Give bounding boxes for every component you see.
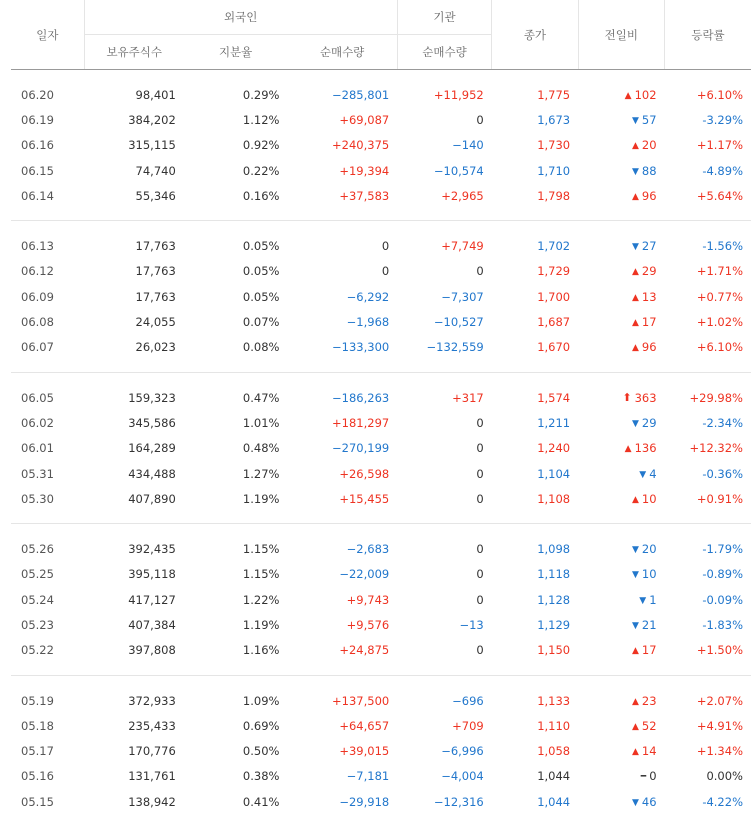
row-date: 05.25: [11, 562, 84, 587]
row-change: [578, 461, 664, 486]
row-change-value: 57: [642, 113, 657, 127]
row-close: 1,240: [492, 436, 578, 461]
up-triangle-icon: ▲: [632, 722, 639, 732]
row-change: [578, 309, 664, 334]
table-row: [11, 158, 751, 183]
row-rate: +1.02%: [665, 309, 751, 334]
row-ratio: 1.27%: [184, 461, 288, 486]
row-date: 06.08: [11, 309, 84, 334]
row-close: 1,044: [492, 764, 578, 789]
row-rate: +6.10%: [665, 82, 751, 107]
row-rate: -4.22%: [665, 789, 751, 814]
row-institution-net: −6,996: [397, 739, 492, 764]
row-holdings: 417,127: [84, 587, 184, 612]
row-institution-net: −10,574: [397, 158, 492, 183]
down-triangle-icon: ▼: [632, 242, 639, 252]
row-change-value: 17: [642, 643, 657, 657]
row-institution-net: +709: [397, 713, 492, 738]
row-change-value: 13: [642, 290, 657, 304]
row-ratio: 0.07%: [184, 309, 288, 334]
down-triangle-icon: ▼: [639, 470, 646, 480]
row-close: 1,133: [492, 688, 578, 713]
header-change: 전일비: [578, 0, 664, 70]
row-foreign-net: −6,292: [287, 284, 397, 309]
row-foreign-net: +19,394: [287, 158, 397, 183]
row-rate: -3.29%: [665, 107, 751, 132]
row-foreign-net: −7,181: [287, 764, 397, 789]
header-close: 종가: [492, 0, 578, 70]
row-close: 1,058: [492, 739, 578, 764]
row-holdings: 170,776: [84, 739, 184, 764]
row-date: 06.19: [11, 107, 84, 132]
row-institution-net: 0: [397, 436, 492, 461]
row-institution-net: 0: [397, 562, 492, 587]
table-row: [11, 309, 751, 334]
row-ratio: 0.41%: [184, 789, 288, 814]
row-date: 06.01: [11, 436, 84, 461]
table-row: [11, 233, 751, 258]
header-holdings: 보유주식수: [84, 35, 184, 70]
row-holdings: 131,761: [84, 764, 184, 789]
row-rate: -0.89%: [665, 562, 751, 587]
row-close: 1,118: [492, 562, 578, 587]
row-foreign-net: +9,576: [287, 612, 397, 637]
row-foreign-net: +181,297: [287, 410, 397, 435]
row-close: 1,729: [492, 259, 578, 284]
row-date: 05.26: [11, 536, 84, 561]
group-divider: [11, 814, 751, 826]
table-row: [11, 739, 751, 764]
row-date: 05.17: [11, 739, 84, 764]
row-close: 1,798: [492, 183, 578, 208]
table-row: [11, 385, 751, 410]
group-divider: [11, 360, 751, 373]
row-close: 1,775: [492, 82, 578, 107]
row-close: 1,150: [492, 638, 578, 663]
row-holdings: 74,740: [84, 158, 184, 183]
row-change: [578, 158, 664, 183]
row-holdings: 159,323: [84, 385, 184, 410]
row-date: 06.13: [11, 233, 84, 258]
row-change: [578, 562, 664, 587]
row-rate: +1.17%: [665, 133, 751, 158]
row-ratio: 1.22%: [184, 587, 288, 612]
row-date: 06.05: [11, 385, 84, 410]
header-rate: 등락률: [665, 0, 751, 70]
row-rate: +2.07%: [665, 688, 751, 713]
row-rate: +0.77%: [665, 284, 751, 309]
row-rate: -4.89%: [665, 158, 751, 183]
row-rate: 0.00%: [665, 764, 751, 789]
row-change-value: 27: [642, 239, 657, 253]
row-change: [578, 486, 664, 511]
up-triangle-icon: ▲: [632, 343, 639, 353]
row-change: [578, 385, 664, 410]
row-change-value: 10: [642, 492, 657, 506]
row-foreign-net: +137,500: [287, 688, 397, 713]
row-institution-net: 0: [397, 536, 492, 561]
up-triangle-icon: ▲: [632, 697, 639, 707]
row-holdings: 392,435: [84, 536, 184, 561]
row-change: [578, 587, 664, 612]
row-change-value: 29: [642, 416, 657, 430]
row-date: 05.16: [11, 764, 84, 789]
row-foreign-net: +69,087: [287, 107, 397, 132]
table-row: [11, 436, 751, 461]
row-holdings: 384,202: [84, 107, 184, 132]
table-row: [11, 713, 751, 738]
row-holdings: 17,763: [84, 233, 184, 258]
row-rate: -1.56%: [665, 233, 751, 258]
row-foreign-net: +39,015: [287, 739, 397, 764]
row-foreign-net: 0: [287, 259, 397, 284]
row-change: [578, 82, 664, 107]
header-ratio: 지분율: [184, 35, 288, 70]
row-rate: -0.09%: [665, 587, 751, 612]
row-ratio: 1.12%: [184, 107, 288, 132]
down-triangle-icon: ▼: [632, 116, 639, 126]
row-holdings: 17,763: [84, 259, 184, 284]
row-institution-net: +2,965: [397, 183, 492, 208]
row-holdings: 138,942: [84, 789, 184, 814]
row-rate: +6.10%: [665, 335, 751, 360]
row-institution-net: 0: [397, 638, 492, 663]
row-holdings: 407,890: [84, 486, 184, 511]
row-change: [578, 713, 664, 738]
row-date: 06.02: [11, 410, 84, 435]
row-foreign-net: +24,875: [287, 638, 397, 663]
row-holdings: 372,933: [84, 688, 184, 713]
row-change-value: 52: [642, 719, 657, 733]
up-triangle-icon: ▲: [632, 293, 639, 303]
row-rate: +29.98%: [665, 385, 751, 410]
row-rate: +4.91%: [665, 713, 751, 738]
row-rate: +1.34%: [665, 739, 751, 764]
row-date: 06.15: [11, 158, 84, 183]
row-institution-net: +317: [397, 385, 492, 410]
row-holdings: 17,763: [84, 284, 184, 309]
up-triangle-icon: ▲: [632, 318, 639, 328]
row-institution-net: −13: [397, 612, 492, 637]
upper-limit-arrow-icon: ⬆: [622, 391, 631, 404]
row-date: 05.22: [11, 638, 84, 663]
row-change: [578, 789, 664, 814]
row-close: 1,128: [492, 587, 578, 612]
header-date: 일자: [11, 0, 84, 70]
down-triangle-icon: ▼: [632, 545, 639, 555]
row-holdings: 434,488: [84, 461, 184, 486]
row-change-value: 23: [642, 694, 657, 708]
row-ratio: 1.19%: [184, 612, 288, 637]
down-triangle-icon: ▼: [632, 798, 639, 808]
table-row: [11, 486, 751, 511]
table-row: [11, 183, 751, 208]
row-change: [578, 638, 664, 663]
group-spacer: [11, 221, 751, 234]
group-spacer: [11, 675, 751, 688]
row-date: 06.16: [11, 133, 84, 158]
row-close: 1,098: [492, 536, 578, 561]
row-close: 1,673: [492, 107, 578, 132]
table-body: [11, 70, 751, 826]
row-date: 06.07: [11, 335, 84, 360]
row-rate: +12.32%: [665, 436, 751, 461]
row-change: [578, 259, 664, 284]
foreign-institution-trading-table: [11, 0, 751, 826]
up-triangle-icon: ▲: [625, 91, 632, 101]
row-change: [578, 536, 664, 561]
row-rate: +0.91%: [665, 486, 751, 511]
row-change-value: 10: [642, 567, 657, 581]
row-change: [578, 233, 664, 258]
row-institution-net: −10,527: [397, 309, 492, 334]
group-spacer: [11, 372, 751, 385]
row-change-value: 96: [642, 340, 657, 354]
row-change: [578, 410, 664, 435]
row-date: 05.15: [11, 789, 84, 814]
row-date: 05.19: [11, 688, 84, 713]
row-institution-net: 0: [397, 486, 492, 511]
row-ratio: 1.16%: [184, 638, 288, 663]
up-triangle-icon: ▲: [632, 192, 639, 202]
header-foreign-net: 순매수량: [287, 35, 397, 70]
row-change: [578, 183, 664, 208]
row-holdings: 345,586: [84, 410, 184, 435]
stock-trading-table-container: [11, 0, 751, 826]
row-change-value: 20: [642, 542, 657, 556]
row-institution-net: −12,316: [397, 789, 492, 814]
row-change-value: 20: [642, 138, 657, 152]
row-change-value: 17: [642, 315, 657, 329]
group-spacer: [11, 524, 751, 537]
row-close: 1,129: [492, 612, 578, 637]
row-date: 05.31: [11, 461, 84, 486]
row-close: 1,687: [492, 309, 578, 334]
row-institution-net: +11,952: [397, 82, 492, 107]
table-row: [11, 536, 751, 561]
row-ratio: 0.22%: [184, 158, 288, 183]
row-institution-net: 0: [397, 461, 492, 486]
row-change-value: 14: [642, 744, 657, 758]
row-close: 1,574: [492, 385, 578, 410]
table-row: [11, 789, 751, 814]
row-ratio: 0.47%: [184, 385, 288, 410]
table-row: [11, 612, 751, 637]
row-change-value: 96: [642, 189, 657, 203]
row-institution-net: −7,307: [397, 284, 492, 309]
row-foreign-net: −29,918: [287, 789, 397, 814]
row-close: 1,730: [492, 133, 578, 158]
row-ratio: 0.92%: [184, 133, 288, 158]
row-ratio: 0.29%: [184, 82, 288, 107]
row-ratio: 1.15%: [184, 562, 288, 587]
down-triangle-icon: ▼: [632, 167, 639, 177]
table-row: [11, 259, 751, 284]
row-ratio: 0.48%: [184, 436, 288, 461]
table-row: [11, 562, 751, 587]
row-close: 1,710: [492, 158, 578, 183]
table-row: [11, 133, 751, 158]
table-row: [11, 284, 751, 309]
row-change: [578, 739, 664, 764]
row-date: 06.09: [11, 284, 84, 309]
row-foreign-net: +26,598: [287, 461, 397, 486]
row-ratio: 0.38%: [184, 764, 288, 789]
up-triangle-icon: ▲: [632, 141, 639, 151]
up-triangle-icon: ▲: [632, 495, 639, 505]
table-row: [11, 82, 751, 107]
row-close: 1,110: [492, 713, 578, 738]
table-row: [11, 461, 751, 486]
row-change-value: 4: [649, 467, 656, 481]
row-rate: -1.79%: [665, 536, 751, 561]
row-close: 1,104: [492, 461, 578, 486]
row-change: [578, 764, 664, 789]
group-divider: [11, 208, 751, 221]
row-ratio: 1.15%: [184, 536, 288, 561]
row-holdings: 164,289: [84, 436, 184, 461]
row-date: 05.30: [11, 486, 84, 511]
row-institution-net: −140: [397, 133, 492, 158]
row-change-value: 88: [642, 164, 657, 178]
row-date: 05.24: [11, 587, 84, 612]
row-date: 06.20: [11, 82, 84, 107]
up-triangle-icon: ▲: [632, 747, 639, 757]
down-triangle-icon: ▼: [632, 570, 639, 580]
row-ratio: 0.05%: [184, 259, 288, 284]
row-foreign-net: +9,743: [287, 587, 397, 612]
row-rate: +1.50%: [665, 638, 751, 663]
row-ratio: 1.09%: [184, 688, 288, 713]
row-date: 06.12: [11, 259, 84, 284]
table-row: [11, 764, 751, 789]
flat-dash-icon: ━: [641, 772, 646, 782]
row-rate: -1.83%: [665, 612, 751, 637]
row-change-value: 136: [635, 441, 657, 455]
row-close: 1,700: [492, 284, 578, 309]
row-institution-net: 0: [397, 587, 492, 612]
row-foreign-net: −270,199: [287, 436, 397, 461]
row-holdings: 55,346: [84, 183, 184, 208]
row-foreign-net: −1,968: [287, 309, 397, 334]
row-foreign-net: −186,263: [287, 385, 397, 410]
row-institution-net: 0: [397, 107, 492, 132]
row-holdings: 98,401: [84, 82, 184, 107]
table-row: [11, 107, 751, 132]
table-row: [11, 410, 751, 435]
row-ratio: 0.05%: [184, 233, 288, 258]
row-change: [578, 688, 664, 713]
up-triangle-icon: ▲: [632, 267, 639, 277]
row-holdings: 24,055: [84, 309, 184, 334]
row-close: 1,702: [492, 233, 578, 258]
row-foreign-net: −133,300: [287, 335, 397, 360]
up-triangle-icon: ▲: [625, 444, 632, 454]
table-row: [11, 587, 751, 612]
row-institution-net: −696: [397, 688, 492, 713]
row-change-value: 46: [642, 795, 657, 809]
row-holdings: 407,384: [84, 612, 184, 637]
row-rate: -0.36%: [665, 461, 751, 486]
row-foreign-net: −285,801: [287, 82, 397, 107]
row-rate: +1.71%: [665, 259, 751, 284]
row-institution-net: 0: [397, 259, 492, 284]
row-foreign-net: 0: [287, 233, 397, 258]
up-triangle-icon: ▲: [632, 646, 639, 656]
row-foreign-net: +240,375: [287, 133, 397, 158]
row-foreign-net: +64,657: [287, 713, 397, 738]
row-foreign-net: −22,009: [287, 562, 397, 587]
row-rate: +5.64%: [665, 183, 751, 208]
row-date: 06.14: [11, 183, 84, 208]
row-holdings: 397,808: [84, 638, 184, 663]
row-date: 05.18: [11, 713, 84, 738]
table-row: [11, 335, 751, 360]
row-close: 1,108: [492, 486, 578, 511]
group-divider: [11, 663, 751, 676]
row-holdings: 315,115: [84, 133, 184, 158]
row-ratio: 1.01%: [184, 410, 288, 435]
row-foreign-net: +15,455: [287, 486, 397, 511]
row-close: 1,670: [492, 335, 578, 360]
down-triangle-icon: ▼: [632, 419, 639, 429]
row-ratio: 0.69%: [184, 713, 288, 738]
row-ratio: 0.16%: [184, 183, 288, 208]
row-change-value: 0: [649, 769, 656, 783]
row-holdings: 235,433: [84, 713, 184, 738]
row-institution-net: −132,559: [397, 335, 492, 360]
row-change-value: 1: [649, 593, 656, 607]
row-holdings: 395,118: [84, 562, 184, 587]
group-divider: [11, 511, 751, 524]
header-foreign: 외국인: [84, 0, 397, 35]
row-institution-net: 0: [397, 410, 492, 435]
row-ratio: 0.50%: [184, 739, 288, 764]
down-triangle-icon: ▼: [632, 621, 639, 631]
row-ratio: 0.05%: [184, 284, 288, 309]
row-change: [578, 436, 664, 461]
row-institution-net: +7,749: [397, 233, 492, 258]
header-institution-net: 순매수량: [397, 35, 492, 70]
row-foreign-net: +37,583: [287, 183, 397, 208]
row-holdings: 26,023: [84, 335, 184, 360]
row-change: [578, 335, 664, 360]
group-spacer: [11, 70, 751, 83]
row-change-value: 363: [635, 391, 657, 405]
row-ratio: 1.19%: [184, 486, 288, 511]
row-change: [578, 284, 664, 309]
row-date: 05.23: [11, 612, 84, 637]
row-foreign-net: −2,683: [287, 536, 397, 561]
row-close: 1,044: [492, 789, 578, 814]
table-row: [11, 638, 751, 663]
row-change-value: 21: [642, 618, 657, 632]
table-row: [11, 688, 751, 713]
row-ratio: 0.08%: [184, 335, 288, 360]
down-triangle-icon: ▼: [639, 596, 646, 606]
row-change: [578, 133, 664, 158]
table-header: [11, 0, 751, 70]
header-institution: 기관: [397, 0, 492, 35]
row-change-value: 102: [635, 88, 657, 102]
row-change: [578, 107, 664, 132]
row-rate: -2.34%: [665, 410, 751, 435]
row-institution-net: −4,004: [397, 764, 492, 789]
row-close: 1,211: [492, 410, 578, 435]
row-change-value: 29: [642, 264, 657, 278]
row-change: [578, 612, 664, 637]
